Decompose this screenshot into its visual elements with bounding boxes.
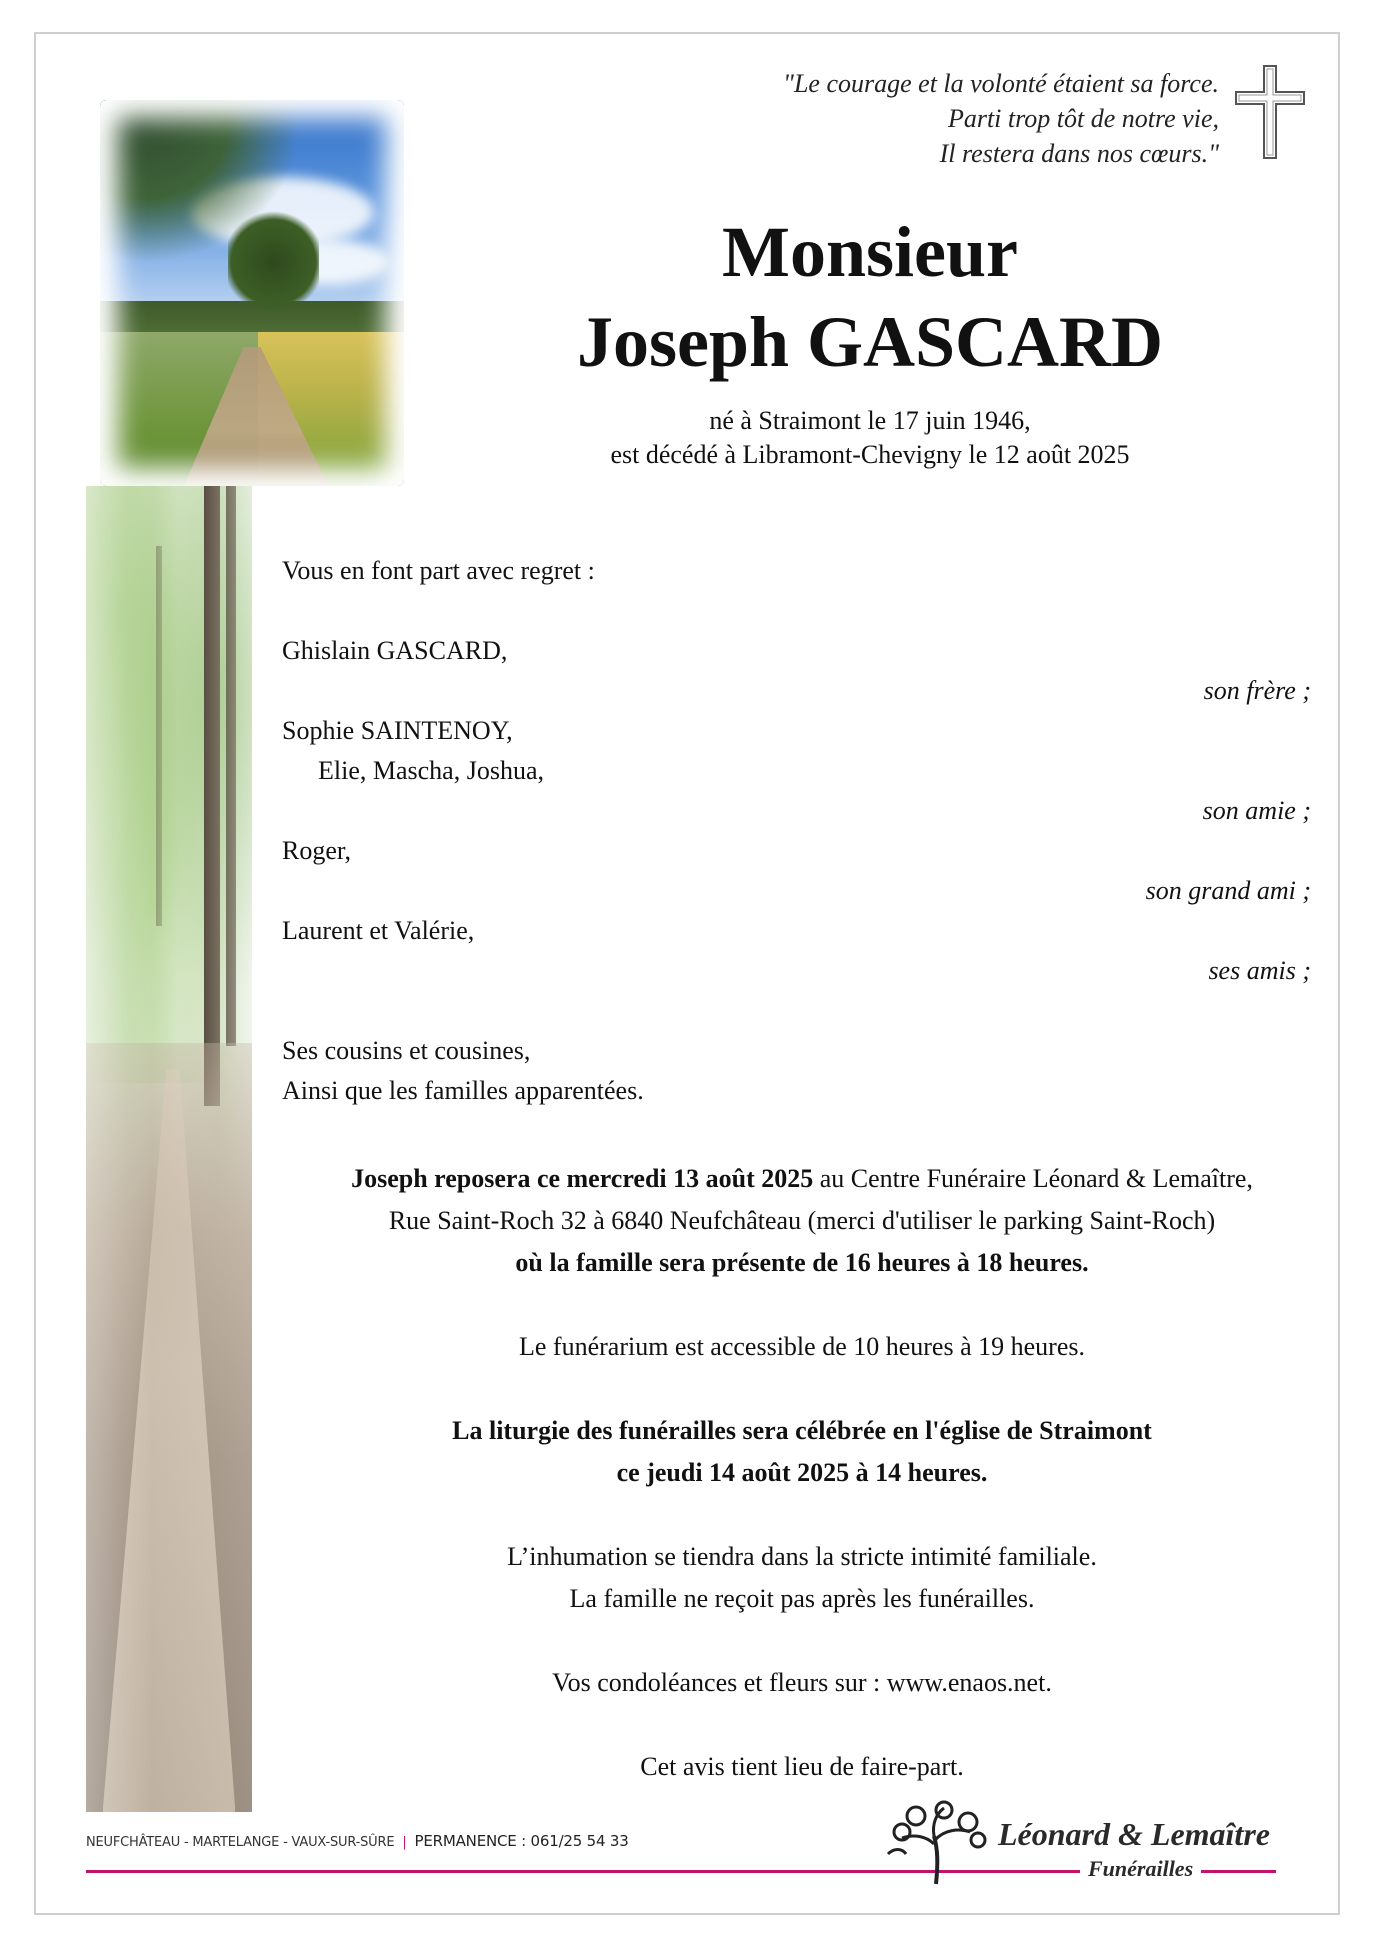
tree-logo-icon [884,1800,994,1886]
birth-death-info [470,404,1270,472]
reception-line: La famille ne reçoit pas après les funérailles. [569,1584,1035,1613]
landscape-photo [100,100,404,486]
visitation-rest: au Centre Funéraire Léonard & Lemaître, [813,1164,1253,1193]
visitation-hours: où la famille sera présente de 16 heures à 18 heures. [515,1248,1089,1277]
footer-info: NEUFCHÂTEAU - MARTELANGE - VAUX-SUR-SÛRE | PERMANENCE : 061/25 54 33 [86,1832,629,1850]
family-relation: son amie ; [1202,796,1311,825]
family-name: Laurent et Valérie, [282,916,475,945]
family-name: Elie, Mascha, Joshua, [318,756,545,785]
extended-family-line: Ainsi que les familles apparentées. [282,1076,644,1105]
condolences-line: Vos condoléances et fleurs sur : www.enaos.net. [552,1668,1052,1697]
civility-title: Monsieur [722,212,1018,292]
visitation-bold: Joseph reposera ce mercredi 13 août 2025 [351,1164,814,1193]
quote-line-2: Parti trop tôt de notre vie, [947,104,1219,133]
family-name: Ghislain GASCARD, [282,636,508,665]
brand-subtitle: Funérailles [1080,1856,1201,1882]
family-name: Roger, [282,836,351,865]
quote-line-1: "Le courage et la volonté étaient sa force. [783,69,1219,98]
quote-line-3: Il restera dans nos cœurs." [939,139,1219,168]
visitation-line [282,1162,1322,1196]
brand-name: Léonard & Lemaître [998,1816,1270,1852]
cross-icon [1230,62,1310,162]
death-line: est décédé à Libramont-Chevigny le 12 août 2025 [610,440,1130,469]
family-relation: ses amis ; [1208,956,1311,985]
footer-locations: NEUFCHÂTEAU - MARTELANGE - VAUX-SUR-SÛRE [86,1835,395,1850]
family-relation: son frère ; [1203,676,1311,705]
family-name: Sophie SAINTENOY, [282,716,513,745]
funerarium-hours: Le funérarium est accessible de 10 heures à 19 heures. [519,1332,1085,1361]
liturgy-line: La liturgie des funérailles sera célébrée en l'église de Straimont [452,1416,1152,1445]
visitation-address: Rue Saint-Roch 32 à 6840 Neufchâteau (merci d'utiliser le parking Saint-Roch) [388,1206,1216,1235]
birth-line: né à Straimont le 17 juin 1946, [709,406,1031,435]
footer-permanence: PERMANENCE : 061/25 54 33 [414,1832,629,1850]
forest-path-photo [86,486,252,1812]
memorial-quote [783,66,1219,171]
notice-line: Cet avis tient lieu de faire-part. [640,1752,964,1781]
family-relation: son grand ami ; [1145,876,1311,905]
liturgy-date: ce jeudi 14 août 2025 à 14 heures. [616,1458,988,1487]
extended-family-line: Ses cousins et cousines, [282,1036,531,1065]
intro-text: Vous en font part avec regret : [282,556,595,585]
deceased-name: Joseph GASCARD [576,302,1164,382]
burial-line: L’inhumation se tiendra dans la stricte intimité familiale. [507,1542,1097,1571]
